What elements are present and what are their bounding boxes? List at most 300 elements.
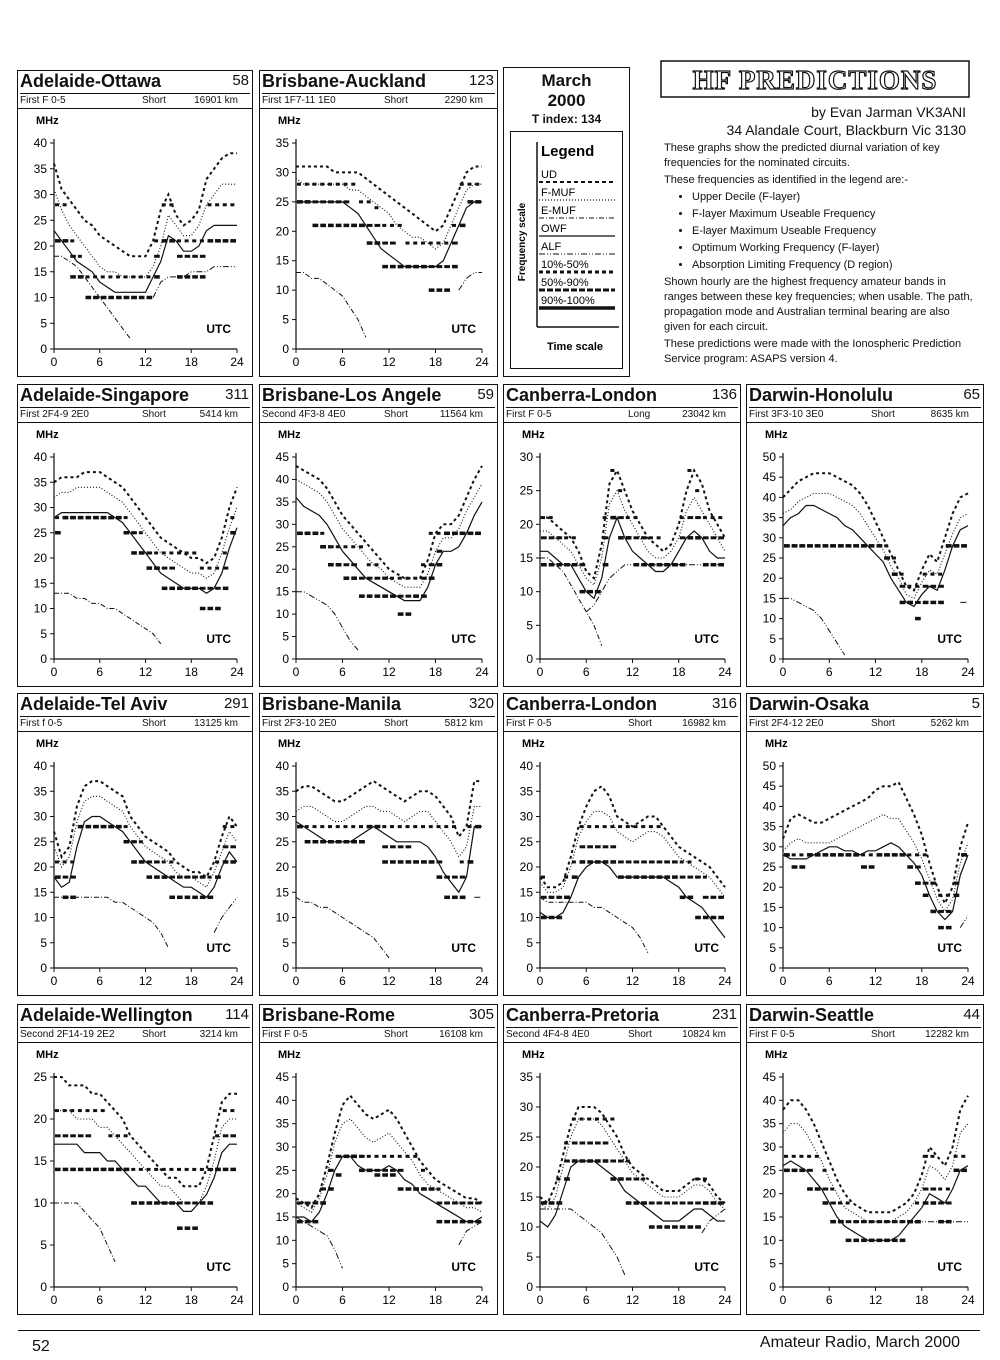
y-tick-label: 0 [526, 961, 533, 975]
y-tick-label: 30 [519, 450, 533, 464]
circuit-title: Brisbane-Manila [262, 694, 402, 714]
y-tick-label: 15 [275, 253, 289, 268]
x-tick-label: 0 [779, 974, 787, 988]
y-tick-label: 35 [33, 784, 47, 799]
prediction-panel [17, 1004, 253, 1315]
x-tick-label: 6 [339, 355, 346, 369]
circuit-title: Adelaide-Wellington [20, 1005, 193, 1025]
y-tick-label: 35 [762, 819, 776, 834]
owf-line [54, 513, 237, 594]
owf-line [783, 1161, 968, 1240]
y-tick-label: 30 [33, 500, 47, 515]
frequency-plot [260, 423, 496, 686]
legend-graphic [511, 132, 621, 367]
x-tick-label: 6 [96, 1293, 104, 1307]
x-tick-label: 18 [184, 665, 198, 679]
x-tick-label: 12 [382, 665, 396, 679]
propagation-mode: Second 2F14-19 2E2 [20, 1029, 115, 1040]
x-tick-label: 6 [582, 665, 590, 679]
e-muf-line [296, 897, 389, 958]
alf-line [214, 897, 237, 932]
path-type: Short [384, 1029, 408, 1040]
prediction-panel [259, 70, 498, 377]
y-tick-label: 25 [275, 539, 289, 554]
x-tick-label: 6 [825, 974, 833, 988]
path-distance: 12282 km [925, 1029, 969, 1040]
prediction-panel [503, 384, 741, 687]
intro-paragraph-2: These frequencies as identified in the legend are:- [664, 174, 908, 186]
y-tick-label: 25 [275, 1163, 289, 1178]
y-tick-label: 15 [519, 885, 533, 900]
y-axis-units: MHz [522, 738, 545, 750]
path-type: Short [871, 1029, 895, 1040]
y-tick-label: 40 [762, 1093, 776, 1108]
x-tick-label: 0 [50, 974, 58, 988]
prediction-panel [17, 70, 253, 377]
y-tick-label: 40 [275, 472, 289, 487]
alf-line [960, 916, 968, 928]
frequency-plot [747, 423, 982, 686]
path-distance: 16901 km [194, 95, 238, 106]
circuit-details [749, 716, 981, 731]
path-distance: 8635 km [930, 409, 969, 420]
x-tick-label: 24 [230, 665, 244, 679]
legend-tindex: T index: 134 [531, 112, 602, 126]
utc-label: UTC [694, 1260, 719, 1274]
x-tick-label: 6 [339, 974, 346, 988]
legend-entry-label: E-MUF [541, 205, 576, 217]
y-tick-label: 20 [275, 224, 289, 239]
y-tick-label: 5 [769, 940, 776, 955]
author: by Evan Jarman VK3ANI [811, 104, 966, 120]
circuit-title: Darwin-Osaka [749, 694, 870, 714]
x-tick-label: 0 [292, 355, 300, 369]
bearing-value: 305 [468, 1006, 494, 1023]
owf-line [540, 518, 725, 599]
ud-line [296, 781, 482, 837]
path-type: Short [142, 1029, 166, 1040]
frequency-plot [260, 732, 496, 995]
ud-line [296, 167, 482, 232]
y-tick-label: 10 [33, 290, 47, 305]
path-distance: 13125 km [194, 718, 238, 729]
ud-line [540, 786, 725, 887]
prediction-panel [746, 693, 984, 996]
byline [727, 103, 966, 139]
path-type: Short [142, 95, 166, 106]
x-tick-label: 6 [582, 974, 590, 988]
y-tick-label: 20 [519, 517, 533, 532]
path-distance: 11564 km [439, 409, 483, 420]
x-tick-label: 18 [428, 355, 443, 369]
y-tick-label: 25 [519, 483, 533, 498]
y-tick-label: 10 [762, 611, 776, 626]
circuit-title: Canberra-London [506, 694, 657, 714]
alf-line [153, 267, 237, 298]
y-tick-label: 15 [33, 885, 47, 900]
owf-line [54, 225, 237, 292]
prediction-panel [503, 693, 741, 996]
owf-line [540, 1161, 725, 1227]
x-tick-label: 0 [50, 1293, 58, 1307]
y-tick-label: 0 [282, 1280, 289, 1294]
intro-paragraph-1: These graphs show the predicted diurnal variation of key frequencies for the nominated circuits. [664, 142, 940, 169]
circuit-title: Brisbane-Rome [262, 1005, 396, 1025]
propagation-mode: First F 0-5 [262, 1029, 308, 1040]
y-tick-label: 10 [275, 1233, 289, 1248]
footer-source: Amateur Radio, March 2000 [759, 1334, 960, 1351]
ud-line [783, 1096, 968, 1213]
y-tick-label: 0 [282, 961, 289, 975]
frequency-plot [260, 109, 496, 376]
y-axis-units: MHz [765, 738, 788, 750]
y-tick-label: 25 [33, 1070, 47, 1084]
address: 34 Alandale Court, Blackburn Vic 3130 [726, 122, 966, 138]
x-tick-label: 18 [672, 974, 686, 988]
y-tick-label: 45 [275, 1070, 289, 1084]
y-tick-label: 25 [519, 834, 533, 849]
list-item: • Absorption Limiting Frequency (D region) [692, 258, 974, 273]
y-tick-label: 30 [762, 839, 776, 854]
y-tick-label: 35 [519, 784, 533, 799]
x-tick-label: 0 [50, 355, 58, 369]
circuit-details [262, 93, 495, 108]
y-axis-units: MHz [522, 429, 545, 441]
y-tick-label: 10 [519, 1220, 533, 1234]
prediction-panel [17, 693, 253, 996]
y-tick-label: 45 [762, 470, 776, 485]
path-type: Short [628, 718, 652, 729]
utc-label: UTC [694, 941, 719, 955]
y-axis-units: MHz [278, 738, 301, 750]
path-distance: 5812 km [444, 718, 483, 729]
y-tick-label: 30 [275, 809, 289, 824]
y-tick-label: 20 [275, 562, 289, 577]
frequency-plot [18, 732, 251, 995]
e-muf-line [54, 593, 161, 644]
frequency-plot [18, 109, 251, 376]
f-muf-line [540, 811, 725, 897]
y-axis-units: MHz [36, 429, 59, 441]
y-tick-label: 35 [33, 161, 47, 176]
owf-line [783, 506, 968, 607]
y-tick-label: 30 [275, 1140, 289, 1154]
x-tick-label: 12 [382, 355, 396, 369]
x-tick-label: 24 [475, 665, 489, 679]
y-tick-label: 25 [33, 834, 47, 849]
f-muf-line [540, 1119, 725, 1209]
x-tick-label: 12 [138, 665, 153, 679]
x-tick-label: 0 [536, 974, 544, 988]
x-tick-label: 12 [138, 355, 153, 369]
x-tick-label: 12 [868, 974, 883, 988]
bearing-value: 316 [711, 695, 737, 712]
x-tick-label: 6 [339, 665, 346, 679]
legend-entry-label: 50%-90% [541, 277, 589, 289]
circuit-title: Adelaide-Tel Aviv [20, 694, 168, 714]
circuit-details [20, 93, 250, 108]
circuit-title: Canberra-Pretoria [506, 1005, 660, 1025]
y-tick-label: 10 [762, 920, 776, 935]
f-muf-line [296, 806, 482, 857]
circuit-title: Adelaide-Singapore [20, 385, 190, 405]
x-tick-label: 18 [428, 665, 443, 679]
bearing-value: 320 [468, 695, 494, 712]
utc-label: UTC [451, 1260, 476, 1274]
y-tick-label: 5 [526, 1250, 533, 1264]
path-distance: 16982 km [682, 718, 726, 729]
y-tick-label: 45 [762, 1070, 776, 1084]
frequency-plot [260, 1043, 496, 1314]
y-axis-units: MHz [36, 1049, 59, 1061]
y-tick-label: 0 [769, 961, 776, 975]
page-number: 52 [32, 1338, 50, 1355]
x-tick-label: 12 [138, 1293, 153, 1307]
y-tick-label: 35 [275, 784, 289, 799]
legend-x-label: Time scale [546, 341, 604, 353]
x-tick-label: 24 [718, 665, 732, 679]
y-tick-label: 35 [275, 136, 289, 150]
bearing-value: 58 [232, 72, 249, 89]
propagation-mode: First 1F7-11 1E0 [262, 95, 336, 106]
y-tick-label: 15 [762, 591, 776, 606]
y-tick-label: 0 [282, 342, 289, 356]
intro-text [664, 141, 974, 367]
f-muf-line [783, 815, 968, 912]
y-tick-label: 30 [762, 530, 776, 545]
y-tick-label: 20 [762, 1186, 776, 1201]
y-tick-label: 30 [275, 517, 289, 532]
x-tick-label: 0 [779, 1293, 787, 1307]
y-tick-label: 40 [762, 490, 776, 505]
y-axis-units: MHz [36, 738, 59, 750]
y-axis-units: MHz [765, 429, 788, 441]
path-type: Short [384, 95, 408, 106]
list-item: • Optimum Working Frequency (F-layer) [692, 241, 974, 256]
x-tick-label: 0 [292, 974, 300, 988]
ud-line [540, 1107, 725, 1203]
y-tick-label: 25 [275, 194, 289, 209]
y-tick-label: 0 [526, 1280, 533, 1294]
y-tick-label: 15 [33, 576, 47, 591]
list-item: • Upper Decile (F-layer) [692, 190, 974, 205]
x-tick-label: 12 [625, 1293, 640, 1307]
y-tick-label: 5 [526, 935, 533, 950]
y-tick-label: 15 [33, 1154, 47, 1168]
legend-date [504, 71, 629, 111]
path-distance: 5414 km [199, 409, 238, 420]
prediction-panel [503, 1004, 741, 1315]
hf-predictions-logo [660, 60, 970, 98]
f-muf-line [54, 796, 237, 887]
list-item: • E-layer Maximum Useable Frequency [692, 224, 974, 239]
y-tick-label: 10 [519, 910, 533, 925]
bearing-value: 65 [963, 386, 980, 403]
legend-entry-label: OWF [541, 223, 567, 235]
legend-title: Legend [541, 143, 595, 160]
y-tick-label: 0 [40, 652, 47, 666]
utc-label: UTC [206, 1260, 231, 1274]
y-tick-label: 50 [762, 759, 776, 773]
x-tick-label: 0 [536, 1293, 544, 1307]
circuit-title: Brisbane-Auckland [262, 71, 427, 91]
y-tick-label: 30 [275, 165, 289, 180]
y-tick-label: 5 [769, 1256, 776, 1271]
y-tick-label: 25 [33, 213, 47, 228]
y-tick-label: 25 [33, 525, 47, 540]
y-tick-label: 35 [275, 1116, 289, 1131]
y-tick-label: 20 [275, 1186, 289, 1201]
legend-entry-label: UD [541, 169, 557, 181]
y-tick-label: 40 [33, 759, 47, 773]
x-tick-label: 0 [779, 665, 787, 679]
circuit-details [749, 1027, 981, 1042]
circuit-title: Darwin-Seattle [749, 1005, 875, 1025]
x-tick-label: 12 [868, 1293, 883, 1307]
x-tick-label: 0 [536, 665, 544, 679]
y-tick-label: 30 [33, 809, 47, 824]
frequency-plot [18, 1043, 251, 1314]
legend-y-label: Frequency scale [517, 202, 528, 282]
path-distance: 3214 km [199, 1029, 238, 1040]
y-tick-label: 25 [762, 551, 776, 565]
legend-key [510, 131, 623, 369]
circuit-details [506, 407, 738, 422]
propagation-mode: First 2F4-9 2E0 [20, 409, 89, 420]
circuit-details [506, 716, 738, 731]
y-tick-label: 40 [33, 136, 47, 150]
y-tick-label: 25 [275, 834, 289, 849]
intro-paragraph-3: Shown hourly are the highest frequency amateur bands in ranges between these key frequencies; when usable. The path, propagation mode and Australian terminal bearing are also given for each circuit. [664, 276, 973, 333]
prediction-panel [259, 693, 498, 996]
path-type: Short [871, 718, 895, 729]
circuit-details [506, 1027, 738, 1042]
y-tick-label: 30 [519, 809, 533, 824]
utc-label: UTC [937, 632, 962, 646]
utc-label: UTC [206, 941, 231, 955]
x-tick-label: 18 [915, 974, 929, 988]
y-tick-label: 20 [762, 571, 776, 586]
bearing-value: 311 [225, 386, 249, 403]
y-tick-label: 35 [762, 510, 776, 525]
utc-label: UTC [451, 941, 476, 955]
ud-line [296, 466, 482, 578]
utc-label: UTC [451, 632, 476, 646]
x-tick-label: 24 [718, 1293, 732, 1307]
x-tick-label: 6 [96, 665, 104, 679]
alf-line [459, 273, 482, 291]
frequency-plot [747, 1043, 982, 1314]
x-tick-label: 18 [184, 974, 198, 988]
y-tick-label: 0 [526, 652, 533, 666]
ud-line [540, 471, 725, 579]
x-tick-label: 6 [825, 665, 833, 679]
intro-paragraph-4: These predictions were made with the Ionospheric Prediction Service program: ASAPS version 4. [664, 338, 962, 365]
legend-year: 2000 [547, 91, 586, 110]
x-tick-label: 18 [184, 355, 198, 369]
x-tick-label: 24 [718, 974, 732, 988]
alf-line [296, 592, 358, 650]
y-tick-label: 10 [33, 1196, 47, 1210]
propagation-mode: Second 4F4-8 4E0 [506, 1029, 590, 1040]
x-tick-label: 24 [961, 665, 975, 679]
y-tick-label: 10 [275, 607, 289, 622]
y-tick-label: 45 [762, 779, 776, 794]
x-tick-label: 18 [672, 1293, 686, 1307]
path-type: Short [384, 718, 408, 729]
y-tick-label: 10 [275, 283, 289, 298]
propagation-mode: First f 0-5 [20, 718, 63, 729]
prediction-panel [746, 1004, 984, 1315]
y-tick-label: 5 [282, 629, 289, 644]
x-tick-label: 18 [915, 665, 929, 679]
y-tick-label: 45 [275, 450, 289, 464]
x-tick-label: 24 [475, 974, 489, 988]
y-tick-label: 30 [519, 1100, 533, 1114]
y-tick-label: 5 [282, 935, 289, 950]
bearing-value: 114 [225, 1006, 249, 1023]
circuit-title: Darwin-Honolulu [749, 385, 893, 405]
x-tick-label: 12 [625, 974, 640, 988]
path-distance: 5262 km [930, 718, 969, 729]
y-tick-label: 5 [40, 316, 47, 331]
circuit-details [262, 1027, 495, 1042]
frequency-plot [504, 423, 739, 686]
y-tick-label: 35 [33, 475, 47, 490]
x-tick-label: 12 [382, 974, 396, 988]
x-tick-label: 18 [915, 1293, 929, 1307]
y-tick-label: 15 [275, 1210, 289, 1224]
y-tick-label: 0 [282, 652, 289, 666]
y-tick-label: 0 [40, 1280, 47, 1294]
y-tick-label: 15 [33, 264, 47, 279]
bearing-value: 231 [711, 1006, 737, 1023]
y-tick-label: 10 [33, 601, 47, 616]
y-tick-label: 35 [762, 1116, 776, 1131]
bearing-value: 123 [468, 72, 494, 89]
path-type: Long [628, 409, 651, 420]
utc-label: UTC [206, 632, 231, 646]
owf-line [296, 202, 482, 267]
y-tick-label: 40 [762, 799, 776, 814]
e-muf-line [540, 558, 602, 646]
prediction-panel [17, 384, 253, 687]
y-tick-label: 25 [519, 1130, 533, 1144]
legend-panel [503, 67, 630, 377]
y-axis-units: MHz [278, 429, 301, 441]
y-axis-units: MHz [36, 115, 59, 127]
y-tick-label: 40 [519, 759, 533, 773]
path-type: Short [384, 409, 408, 420]
e-muf-line [296, 273, 366, 338]
prediction-panel [746, 384, 984, 687]
x-tick-label: 0 [292, 665, 300, 679]
legend-month: March [541, 71, 592, 90]
utc-label: UTC [451, 322, 476, 336]
y-tick-label: 10 [519, 584, 533, 599]
propagation-mode: First F 0-5 [506, 718, 552, 729]
y-tick-label: 25 [762, 860, 776, 874]
hf-predictions-title: HF PREDICTIONS [692, 65, 938, 95]
y-tick-label: 25 [762, 1163, 776, 1178]
x-tick-label: 12 [138, 974, 153, 988]
y-tick-label: 5 [40, 626, 47, 641]
utc-label: UTC [694, 632, 719, 646]
ud-line [54, 781, 237, 877]
y-tick-label: 5 [282, 312, 289, 327]
y-tick-label: 0 [769, 1280, 776, 1294]
x-tick-label: 6 [96, 974, 104, 988]
